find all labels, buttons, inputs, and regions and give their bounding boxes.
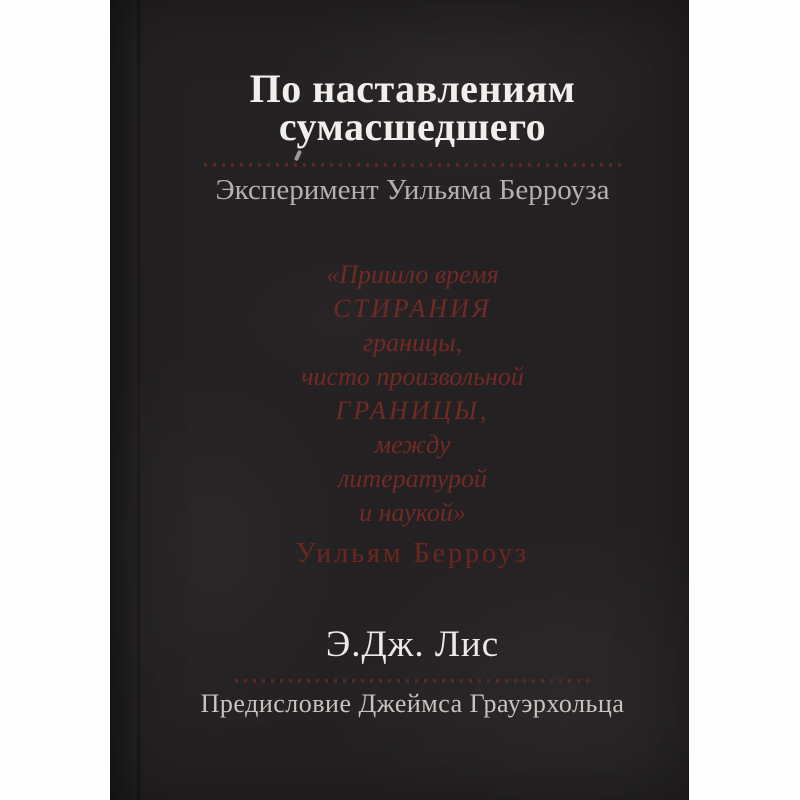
quote-line: «Пришло время — [326, 260, 499, 289]
quote-line: литературой — [338, 464, 487, 493]
book-author: Э.Дж. Лис — [325, 624, 500, 665]
quote-attribution: Уильям Берроуз — [295, 538, 530, 569]
quote-line: границы, — [362, 328, 463, 357]
title-dotted-divider — [204, 163, 622, 167]
book-subtitle: Эксперимент Уильяма Берроуза — [215, 174, 610, 206]
quote-line: СТИРАНИЯ — [333, 294, 492, 323]
book-title-line-2: сумасшедшего — [278, 104, 547, 149]
quote-line: ГРАНИЦЫ, — [335, 396, 490, 425]
preface-credit: Предисловие Джеймса Грауэрхольца — [200, 689, 625, 718]
book-title — [136, 66, 689, 149]
book-title-line-1: По наставлениям — [249, 66, 576, 111]
quote-line: и наукой» — [359, 498, 466, 527]
author-dotted-divider — [235, 679, 591, 683]
book-cover — [110, 0, 689, 800]
cover-content — [136, 0, 689, 800]
quote-line: чисто произвольной — [301, 362, 524, 391]
cover-quote — [136, 258, 689, 530]
quote-line: между — [374, 430, 451, 459]
